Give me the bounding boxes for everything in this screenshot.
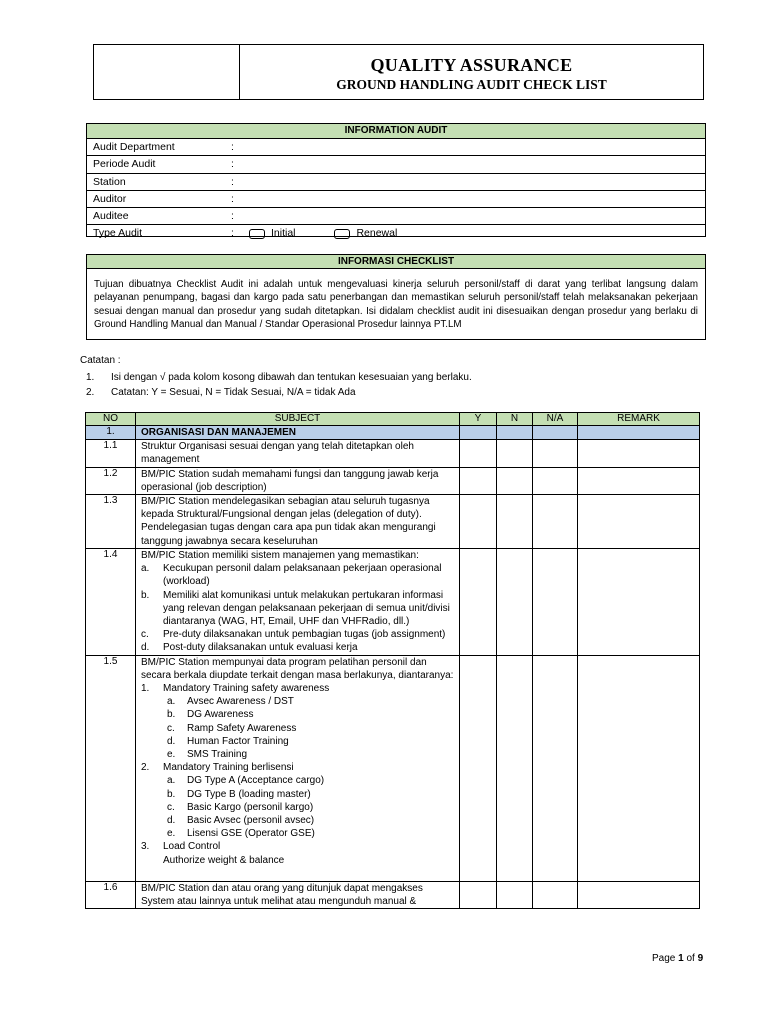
field-colon: : — [231, 158, 234, 171]
cell-na[interactable] — [533, 467, 578, 494]
field-colon: : — [231, 141, 234, 153]
table-row — [86, 881, 700, 908]
list-subitem: c. Ramp Safety Awareness — [167, 722, 297, 734]
informasi-checklist-box — [86, 254, 706, 340]
list-item: 3. Load Control — [141, 841, 221, 853]
page-word: Page — [652, 953, 676, 964]
renewal-checkbox[interactable] — [334, 229, 350, 239]
col-na: N/A — [533, 413, 578, 426]
col-n: N — [497, 413, 533, 426]
list-subitem: c. Basic Kargo (personil kargo) — [167, 801, 314, 813]
cell-n[interactable] — [497, 440, 533, 467]
cell-na[interactable] — [533, 881, 578, 908]
col-y: Y — [460, 413, 497, 426]
field-periode-audit[interactable] — [87, 156, 705, 173]
informasi-checklist-text: Tujuan dibuatnya Checklist Audit ini adalah untuk mengevaluasi kinerja seluruh personil/staff di darat yang terlibat langsung dalam pelayanan penumpang, bagasi dan kargo pada satu penerbangan dan memastikan seluruh personil/staff telah melaksanakan pekerjaan sesuai dengan manual dan prosedur yang sudah ditetapkan. Isi didalam checklist audit ini disesuaikan dengan prosedur yang berlaku di Ground Handling Manual dan Manual / Standar Operasional Prosedur lainnya PT.LM — [94, 279, 698, 331]
field-auditor[interactable] — [87, 191, 705, 208]
field-audit-department[interactable] — [87, 139, 705, 156]
cell-remark[interactable] — [578, 495, 700, 549]
table-header-row — [86, 413, 700, 426]
list-item: a. Kecukupan personil dalam pelaksanaan pekerjaan operasional (workload) — [141, 563, 442, 588]
row-subject: BM/PIC Station dan atau orang yang ditunjuk dapat mengakses System atau lainnya untuk melihat atau mengunduh manual & — [136, 881, 460, 908]
list-subitem: a. Avsec Awareness / DST — [167, 696, 294, 708]
list-item: c. Pre-duty dilaksanakan untuk pembagian tugas (job assignment) — [141, 629, 446, 641]
cell-remark[interactable] — [578, 655, 700, 881]
document-title: QUALITY ASSURANCE — [370, 55, 573, 75]
information-audit-heading: INFORMATION AUDIT — [87, 124, 705, 139]
page-number — [652, 953, 703, 964]
list-subitem: d. Human Factor Training — [167, 735, 289, 747]
informasi-checklist-heading: INFORMASI CHECKLIST — [87, 255, 705, 269]
field-type-audit — [87, 225, 705, 241]
list-subitem: b. DG Awareness — [167, 709, 254, 721]
cell-n[interactable] — [497, 881, 533, 908]
section-row — [86, 426, 700, 440]
row-no: 1.1 — [86, 440, 136, 467]
row-subject: BM/PIC Station sudah memahami fungsi dan tanggung jawab kerja operasional (job description) — [136, 467, 460, 494]
cell-n[interactable] — [497, 655, 533, 881]
row-no: 1.2 — [86, 467, 136, 494]
row-subject: Struktur Organisasi sesuai dengan yang telah ditetapkan oleh management — [136, 440, 460, 467]
cell-remark[interactable] — [578, 440, 700, 467]
row-subject — [136, 655, 460, 881]
row-subject: BM/PIC Station mendelegasikan sebagian atau seluruh tugasnya kepada Struktural/Fungsional dengan jelas (delegation of duty). Pendelegasian tugas dengan cara apa pun tidak akan mengurangi tanggung jawabnya secara keseluruhan — [136, 495, 460, 549]
section-no: 1. — [86, 426, 136, 440]
list-item: b. Memiliki alat komunikasi untuk melakukan pertukaran informasi yang relevan dengan pelaksanaan pekerjaan di semua unit/divisi diantaranya (WAG, HT, Email, UHF dan VHFRadio, dll.) — [141, 589, 450, 628]
field-label: Auditor — [93, 192, 127, 205]
table-row — [86, 467, 700, 494]
information-audit-box — [86, 123, 706, 240]
document-subtitle: GROUND HANDLING AUDIT CHECK LIST — [336, 77, 607, 92]
cell-na[interactable] — [533, 440, 578, 467]
field-label: Station — [93, 175, 126, 188]
table-row — [86, 495, 700, 549]
field-label: Periode Audit — [93, 158, 156, 171]
field-colon: : — [231, 227, 234, 240]
list-subitem: b. DG Type B (loading master) — [167, 788, 311, 800]
cell-na[interactable] — [533, 655, 578, 881]
document-header — [93, 44, 704, 100]
cell-n[interactable] — [497, 549, 533, 656]
initial-checkbox[interactable] — [249, 229, 265, 239]
checklist-table — [85, 412, 700, 909]
renewal-label: Renewal — [356, 227, 398, 240]
cell-y[interactable] — [460, 467, 497, 494]
cell-remark[interactable] — [578, 881, 700, 908]
list-subitem: e. SMS Training — [167, 749, 248, 761]
catatan-num: 2. — [86, 387, 95, 398]
col-no: NO — [86, 413, 136, 426]
col-subject: SUBJECT — [136, 413, 460, 426]
table-row — [86, 549, 700, 656]
field-colon: : — [231, 210, 234, 223]
row-subject-text: BM/PIC Station mempunyai data program pelatihan personil dan secara berkala diupdate terkait dengan masa berlakunya, diantaranya: — [141, 656, 454, 681]
field-station[interactable] — [87, 174, 705, 191]
col-remark: REMARK — [578, 413, 700, 426]
list-subitem: d. Basic Avsec (personil avsec) — [167, 815, 315, 827]
list-subitem: e. Lisensi GSE (Operator GSE) — [167, 828, 315, 840]
row-no: 1.5 — [86, 655, 136, 881]
initial-label: Initial — [271, 227, 296, 240]
page-total: 9 — [697, 953, 704, 964]
catatan-num: 1. — [86, 372, 95, 383]
cell-na[interactable] — [533, 495, 578, 549]
cell-y[interactable] — [460, 549, 497, 656]
field-label: Auditee — [93, 210, 129, 223]
table-row — [86, 440, 700, 467]
row-no: 1.3 — [86, 495, 136, 549]
field-colon: : — [231, 175, 234, 188]
cell-remark[interactable] — [578, 467, 700, 494]
catatan-text: Isi dengan √ pada kolom kosong dibawah dan tentukan kesesuaian yang berlaku. — [111, 372, 472, 383]
cell-remark[interactable] — [578, 549, 700, 656]
catatan-label: Catatan : — [80, 355, 121, 366]
list-item: d. Post-duty dilaksanakan untuk evaluasi kerja — [141, 642, 358, 654]
cell-y[interactable] — [460, 881, 497, 908]
page-current: 1 — [678, 953, 684, 964]
row-subject-text: BM/PIC Station memiliki sistem manajemen yang memastikan: — [141, 550, 419, 562]
section-title: ORGANISASI DAN MANAJEMEN — [136, 426, 460, 440]
cell-n[interactable] — [497, 467, 533, 494]
field-auditee[interactable] — [87, 208, 705, 225]
table-row — [86, 655, 700, 881]
field-colon: : — [231, 192, 234, 205]
field-label: Audit Department — [93, 141, 175, 153]
of-word: of — [686, 953, 695, 964]
cell-y[interactable] — [460, 495, 497, 549]
field-label: Type Audit — [93, 227, 143, 240]
catatan-text: Catatan: Y = Sesuai, N = Tidak Sesuai, N/A = tidak Ada — [111, 387, 356, 398]
list-subitem: a. DG Type A (Acceptance cargo) — [167, 775, 325, 787]
cell-y[interactable] — [460, 440, 497, 467]
cell-y[interactable] — [460, 655, 497, 881]
row-no: 1.4 — [86, 549, 136, 656]
list-item-extra: Authorize weight & balance — [163, 854, 285, 866]
cell-n[interactable] — [497, 495, 533, 549]
row-no: 1.6 — [86, 881, 136, 908]
logo-box — [94, 45, 240, 99]
list-item: 2. Mandatory Training berlisensi — [141, 762, 294, 774]
row-subject — [136, 549, 460, 656]
cell-na[interactable] — [533, 549, 578, 656]
list-item: 1. Mandatory Training safety awareness — [141, 683, 330, 695]
